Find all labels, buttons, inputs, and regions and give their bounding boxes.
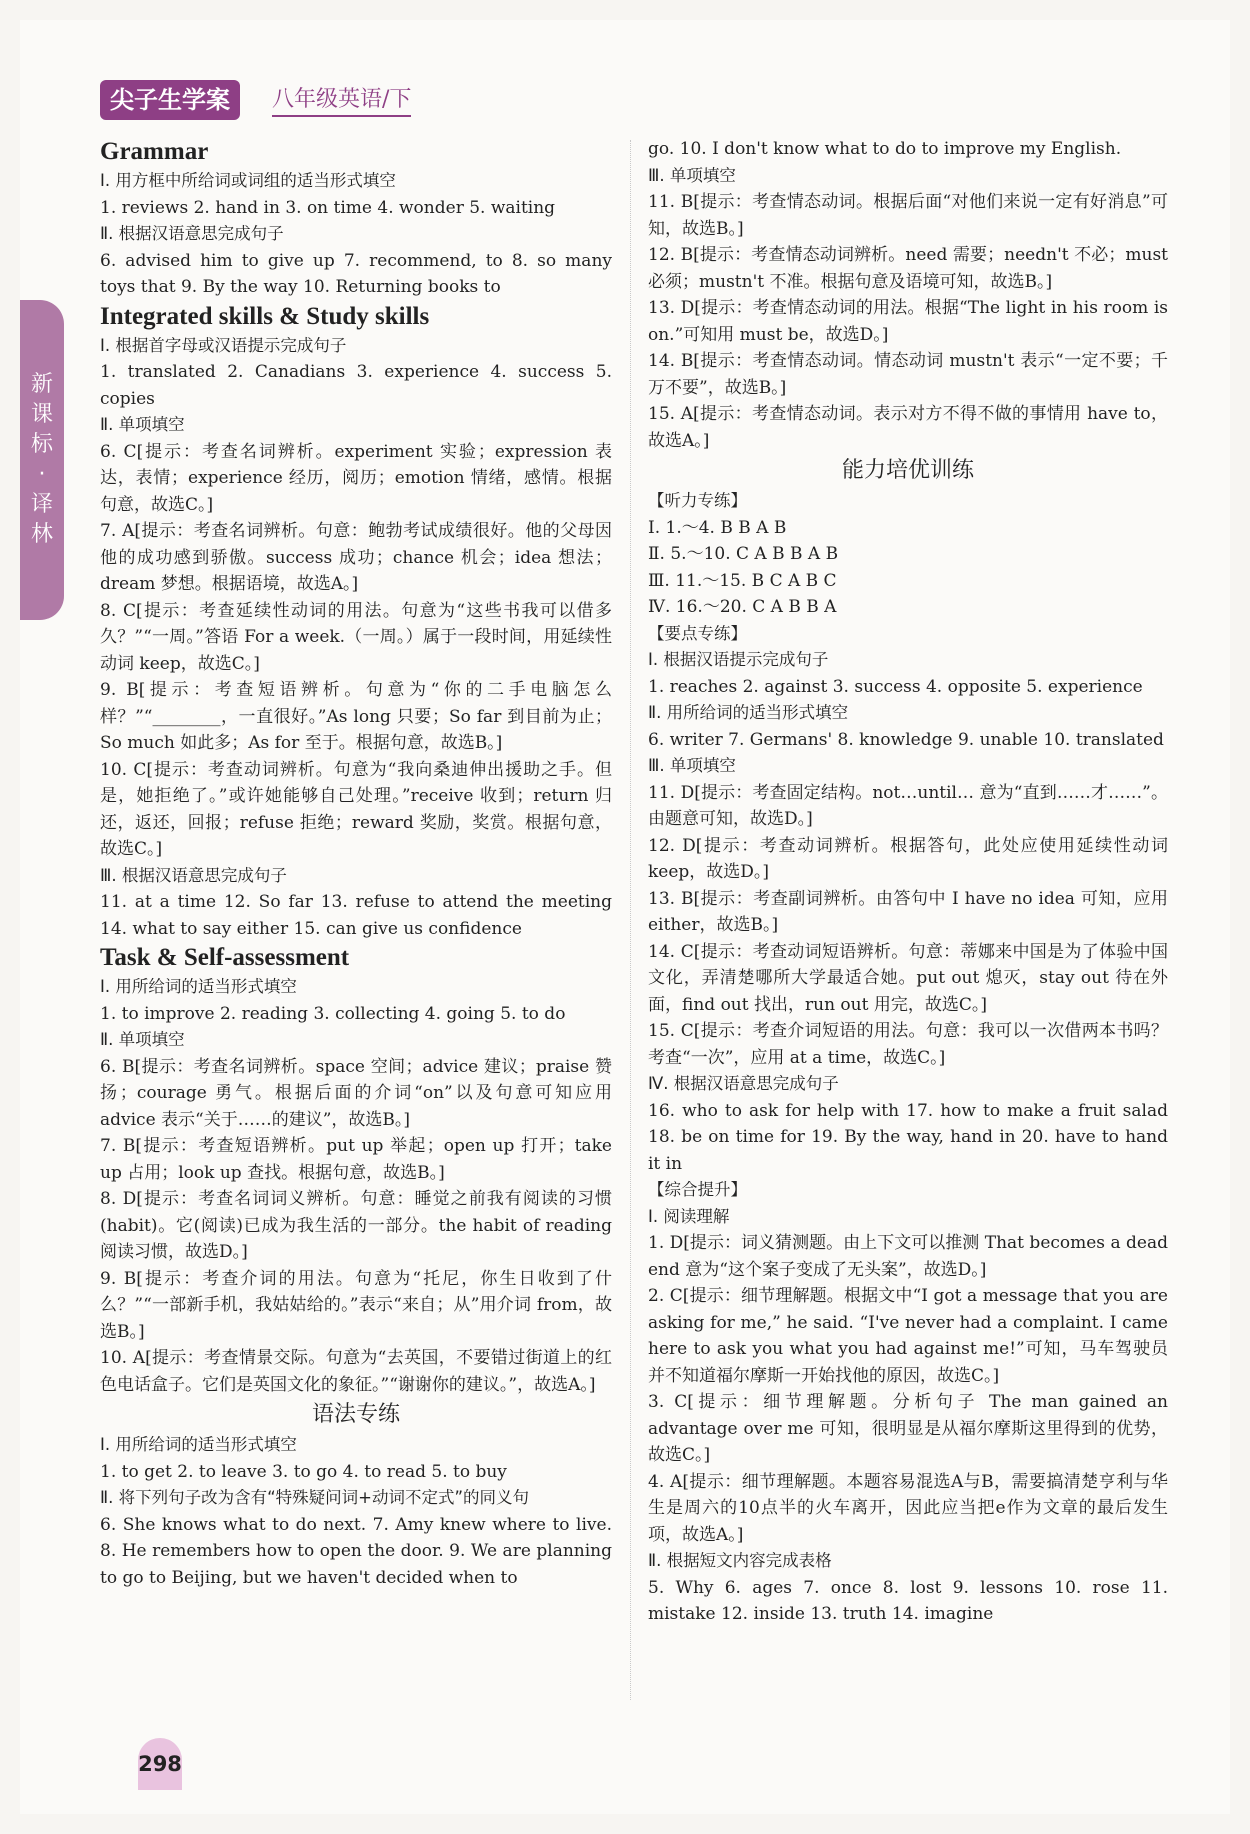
- answer-line: 1. reaches 2. against 3. success 4. opposite 5. experience: [648, 676, 1143, 697]
- exercise-heading: 【要点专练】: [648, 623, 747, 643]
- exercise-heading: 【听力专练】: [648, 491, 747, 510]
- column-divider: [630, 140, 632, 1700]
- exercise-heading: Ⅱ. 根据汉语意思完成句子: [100, 224, 284, 243]
- answer-line: 7. A[提示：考查名词辨析。句意：鲍勃考试成绩很好。他的父母因他的成功感到骄傲。success 成功；chance 机会；idea 想法；dream 梦想。根据语境，故选A。]: [100, 521, 612, 594]
- exercise-heading: Ⅰ. 用方框中所给词或词组的适当形式填空: [100, 171, 396, 190]
- answer-line: Ⅲ. 11.～15. B C A B C: [648, 570, 837, 591]
- subject-title: 八年级英语/下: [272, 82, 411, 117]
- section-heading: Integrated skills & Study skills: [100, 302, 430, 330]
- centered-heading: 能力培优训练: [841, 458, 974, 483]
- exercise-heading: Ⅲ. 单项填空: [648, 756, 736, 775]
- answer-line: 12. B[提示：考查情态动词辨析。need 需要；needn't 不必；must 必须；mustn't 不准。根据句意及语境可知，故选B。]: [648, 245, 1168, 292]
- exercise-heading: Ⅳ. 根据汉语意思完成句子: [648, 1074, 839, 1093]
- answer-line: 1. to get 2. to leave 3. to go 4. to read 5. to buy: [100, 1461, 507, 1482]
- answer-line: 8. C[提示：考查延续性动词的用法。句意为“这些书我可以借多久？”“一周。”答语 For a week.（一周。）属于一段时间，用延续性动词 keep，故选C。]: [100, 600, 612, 674]
- answer-line: 6. B[提示：考查名词辨析。space 空间；advice 建议；praise 赞扬；courage 勇气。根据后面的介词“on”以及句意可知应用 advice 表示“关于……的建议”，故选B。]: [100, 1056, 612, 1130]
- answer-line: 2. C[提示：细节理解题。根据文中“I got a message that you are asking for me,” he said. “I've never had a complaint. I came here to ask you what you had against me!”可知，马车驾驶员并不知道福尔摩斯一开始找他的原因，故选C。]: [648, 1286, 1168, 1386]
- answer-line: 5. Why 6. ages 7. once 8. lost 9. lessons 10. rose 11. mistake 12. inside 13. truth 14. imagine: [648, 1577, 1168, 1624]
- page-number: 298: [138, 1738, 182, 1790]
- answer-line: 11. D[提示：考查固定结构。not…until… 意为“直到……才……”。由题意可知，故选D。]: [648, 782, 1168, 829]
- answer-line: Ⅳ. 16.～20. C A B B A: [648, 597, 837, 617]
- answer-line: 1. translated 2. Canadians 3. experience 4. success 5. copies: [100, 362, 612, 409]
- exercise-heading: Ⅰ. 根据汉语提示完成句子: [648, 650, 829, 669]
- section-heading: Grammar: [100, 138, 209, 165]
- answer-line: 7. B[提示：考查短语辨析。put up 举起；open up 打开；take up 占用；look up 查找。根据句意，故选B。]: [100, 1136, 612, 1183]
- answer-line: 8. D[提示：考查名词词义辨析。句意：睡觉之前我有阅读的习惯(habit)。它(阅读)已成为我生活的一部分。the habit of reading 阅读习惯，故选D。]: [100, 1189, 612, 1262]
- answer-line: 13. B[提示：考查副词辨析。由答句中 I have no idea 可知，应用 either，故选B。]: [648, 888, 1168, 935]
- answer-line: 1. to improve 2. reading 3. collecting 4. going 5. to do: [100, 1003, 566, 1024]
- answer-line: 14. C[提示：考查动词短语辨析。句意：蒂娜来中国是为了体验中国文化，弄清楚哪所大学最适合她。put out 熄灭，stay out 待在外面，find out 找出，run out 用完，故选C。]: [648, 941, 1168, 1015]
- answer-line: 15. C[提示：考查介词短语的用法。句意：我可以一次借两本书吗？考查“一次”，应用 at a time，故选C。]: [648, 1021, 1168, 1068]
- answer-line: 14. B[提示：考查情态动词。情态动词 mustn't 表示“一定不要；千万不要”，故选B。]: [648, 351, 1168, 398]
- answer-line: 15. A[提示：考查情态动词。表示对方不得不做的事情用 have to，故选A。]: [648, 404, 1168, 451]
- answer-line: 9. B[提示：考查短语辨析。句意为“你的二手电脑怎么样？”“________，一直很好。”As long 只要；So far 到目前为止；So much 如此多；As for 至于。根据句意，故选B。]: [100, 680, 612, 753]
- answer-line: 1. reviews 2. hand in 3. on time 4. wonder 5. waiting: [100, 197, 556, 218]
- exercise-heading: Ⅱ. 用所给词的适当形式填空: [648, 703, 849, 722]
- section-heading: Task & Self-assessment: [100, 944, 350, 971]
- answer-line: 3. C[提示：细节理解题。分析句子 The man gained an advantage over me 可知，很明显是从福尔摩斯这里得到的优势，故选C。]: [648, 1392, 1168, 1465]
- exercise-heading: Ⅱ. 单项填空: [100, 415, 185, 434]
- exercise-heading: Ⅰ. 阅读理解: [648, 1206, 730, 1226]
- answer-line: Ⅰ. 1.～4. B B A B: [648, 517, 787, 538]
- brand-badge: 尖子生学案: [100, 80, 240, 120]
- answer-line: 4. A[提示：细节理解题。本题容易混选A与B，需要搞清楚亨利与华生是周六的10点半的火车离开，因此应当把e作为文章的最后发生项，故选A。]: [648, 1471, 1168, 1545]
- exercise-heading: 【综合提升】: [648, 1180, 747, 1199]
- side-tab: [20, 300, 64, 620]
- left-column: [100, 136, 612, 1591]
- answer-line: 6. writer 7. Germans' 8. knowledge 9. unable 10. translated: [648, 729, 1164, 750]
- answer-line: 16. who to ask for help with 17. how to make a fruit salad 18. be on time for 19. By the way, hand in 20. have to hand it in: [648, 1100, 1168, 1174]
- exercise-heading: Ⅰ. 用所给词的适当形式填空: [100, 1435, 297, 1454]
- answer-line: go. 10. I don't know what to do to improve my English.: [648, 139, 1122, 159]
- answer-line: 11. at a time 12. So far 13. refuse to attend the meeting 14. what to say either 15. can give us confidence: [100, 892, 612, 939]
- answer-line: 11. B[提示：考查情态动词。根据后面“对他们来说一定有好消息”可知，故选B。]: [648, 192, 1168, 239]
- answer-line: 10. A[提示：考查情景交际。句意为“去英国，不要错过街道上的红色电话盒子。它们是英国文化的象征。”“谢谢你的建议。”，故选A。]: [100, 1348, 612, 1395]
- exercise-heading: Ⅲ. 单项填空: [648, 165, 736, 185]
- answer-line: 12. D[提示：考查动词辨析。根据答句，此处应使用延续性动词 keep，故选D。]: [648, 835, 1168, 882]
- exercise-heading: Ⅱ. 根据短文内容完成表格: [648, 1551, 832, 1570]
- answer-line: Ⅱ. 5.～10. C A B B A B: [648, 544, 839, 564]
- answer-line: 13. D[提示：考查情态动词的用法。根据“The light in his room is on.”可知用 must be，故选D。]: [648, 298, 1168, 345]
- answer-line: 1. D[提示：词义猜测题。由上下文可以推测 That becomes a dead end 意为“这个案子变成了无头案”，故选D。]: [648, 1233, 1168, 1280]
- centered-heading: 语法专练: [311, 1402, 400, 1427]
- answer-line: 6. advised him to give up 7. recommend, to 8. so many toys that 9. By the way 10. Returning books to: [100, 250, 612, 297]
- exercise-heading: Ⅲ. 根据汉语意思完成句子: [100, 865, 287, 885]
- answer-line: 6. She knows what to do next. 7. Amy knew where to live. 8. He remembers how to open the door. 9. We are planning to go to Beijing, but we haven't decided when to: [100, 1514, 612, 1588]
- exercise-heading: Ⅰ. 根据首字母或汉语提示完成句子: [100, 335, 347, 355]
- exercise-heading: Ⅱ. 单项填空: [100, 1030, 185, 1049]
- exercise-heading: Ⅰ. 用所给词的适当形式填空: [100, 977, 297, 996]
- answer-line: 9. B[提示：考查介词的用法。句意为“托尼，你生日收到了什么？”“一部新手机，我姑姑给的。”表示“来自；从”用介词 from，故选B。]: [100, 1268, 612, 1342]
- answer-line: 6. C[提示：考查名词辨析。experiment 实验；expression 表达，表情；experience 经历，阅历；emotion 情绪，感情。根据句意，故选C。]: [100, 441, 612, 515]
- side-tab-label: 新 课 标 · 译 林: [30, 372, 53, 547]
- right-column: [648, 136, 1168, 1628]
- answer-line: 10. C[提示：考查动词辨析。句意为“我向桑迪伸出援助之手。但是，她拒绝了。”或许她能够自己处理。”receive 收到；return 归还，返还，回报；refuse 拒绝；reward 奖励，奖赏。根据句意，故选C。]: [100, 759, 612, 859]
- exercise-heading: Ⅱ. 将下列句子改为含有“特殊疑问词+动词不定式”的同义句: [100, 1488, 530, 1507]
